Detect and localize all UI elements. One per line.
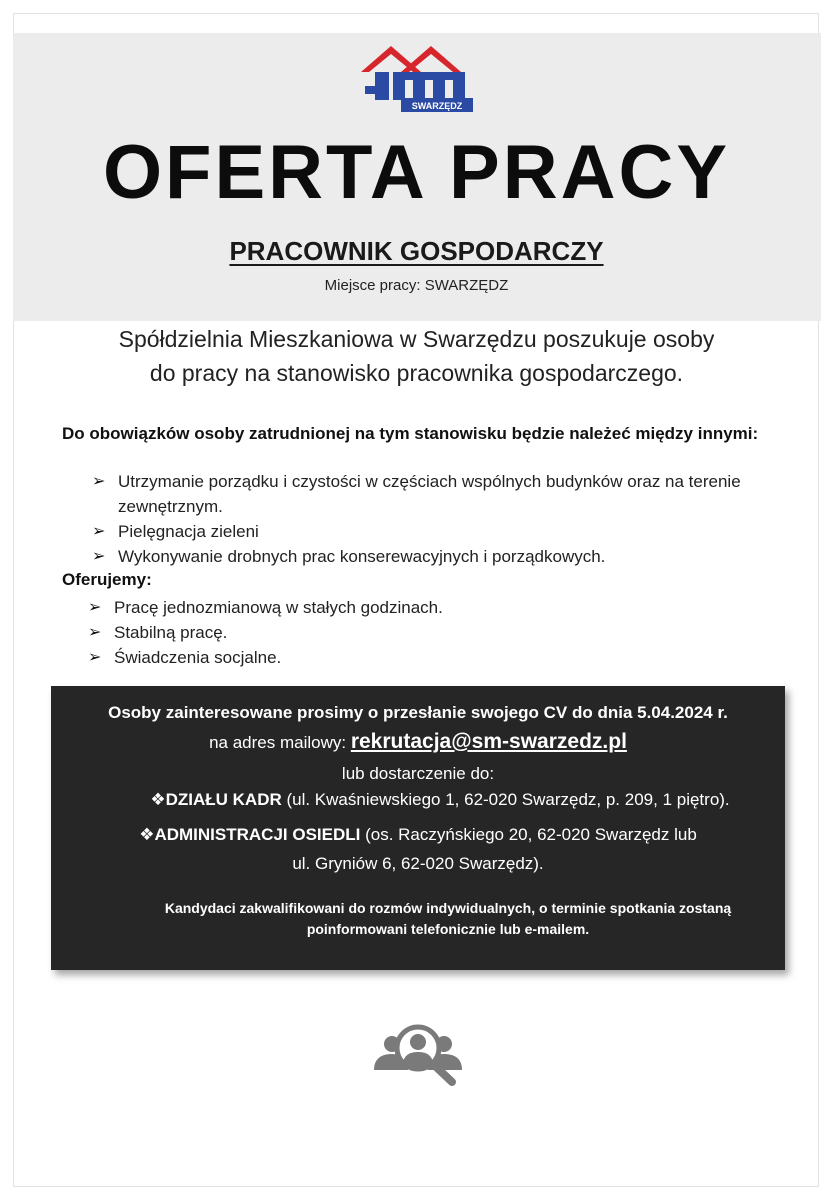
admin-label: ADMINISTRACJI OSIEDLI bbox=[154, 825, 361, 844]
intro-line-1: Spółdzielnia Mieszkaniowa w Swarzędzu poszukuje osoby bbox=[118, 326, 715, 352]
arrow-bullet-icon: ➢ bbox=[92, 548, 106, 565]
people-search-icon bbox=[372, 1020, 464, 1088]
list-item-text: Świadczenia socjalne. bbox=[114, 648, 282, 667]
email-link[interactable]: rekrutacja@sm-swarzedz.pl bbox=[350, 730, 627, 753]
list-item-text: Pracę jednozmianową w stałych godzinach. bbox=[114, 598, 443, 617]
cv-deadline: Osoby zainteresowane prosimy o przesłanie swojego CV do dnia 5.04.2024 r. bbox=[108, 703, 728, 722]
intro bbox=[0, 322, 833, 390]
arrow-bullet-icon: ➢ bbox=[88, 624, 102, 641]
estate-administration bbox=[51, 820, 785, 878]
email-line bbox=[51, 730, 785, 754]
list-item bbox=[92, 469, 752, 519]
arrow-bullet-icon: ➢ bbox=[92, 473, 106, 490]
delivery-intro: lub dostarczenie do: bbox=[341, 764, 495, 783]
logo-text: SWARZĘDZ bbox=[411, 101, 463, 111]
duties-heading: Do obowiązków osoby zatrudnionej na tym stanowisku będzie należeć między innymi: bbox=[62, 424, 759, 443]
admin-address-2: ul. Gryniów 6, 62-020 Swarzędz). bbox=[292, 854, 544, 873]
job-title-text: PRACOWNIK GOSPODARCZY bbox=[229, 236, 604, 266]
sm-swarzedz-house-logo-icon bbox=[357, 42, 477, 114]
list-item bbox=[88, 595, 748, 620]
offer-list bbox=[88, 595, 748, 670]
contact-box bbox=[51, 686, 785, 970]
admin-address-1: (os. Raczyńskiego 20, 62-020 Swarzędz lub bbox=[360, 825, 697, 844]
job-title bbox=[0, 236, 833, 267]
duties-list bbox=[92, 469, 752, 569]
list-item-text: Pielęgnacja zieleni bbox=[118, 522, 259, 541]
hr-address: (ul. Kwaśniewskiego 1, 62-020 Swarzędz, p. 209, 1 piętro). bbox=[281, 790, 730, 809]
diamond-bullet-icon: ❖ bbox=[150, 790, 166, 809]
candidates-note bbox=[51, 898, 815, 940]
intro-line-2: do pracy na stanowisko pracownika gospodarczego. bbox=[149, 360, 684, 386]
hr-label: DZIAŁU KADR bbox=[165, 790, 282, 809]
diamond-bullet-icon: ❖ bbox=[139, 825, 155, 844]
page-title: OFERTA PRACY bbox=[102, 130, 731, 215]
arrow-bullet-icon: ➢ bbox=[88, 649, 102, 666]
list-item-text: Stabilną pracę. bbox=[114, 623, 228, 642]
workplace: Miejsce pracy: SWARZĘDZ bbox=[324, 277, 509, 294]
list-item bbox=[92, 544, 752, 569]
note-line-1: Kandydaci zakwalifikowani do rozmów indywidualnych, o terminie spotkania zostaną bbox=[164, 900, 732, 916]
list-item-text: Utrzymanie porządku i czystości w częściach wspólnych budynków oraz na terenie zewnętrznym. bbox=[118, 472, 741, 516]
list-item-text: Wykonywanie drobnych prac konserewacyjnych i porządkowych. bbox=[118, 547, 606, 566]
list-item bbox=[88, 620, 748, 645]
arrow-bullet-icon: ➢ bbox=[92, 523, 106, 540]
offer-heading: Oferujemy: bbox=[62, 570, 152, 589]
list-item bbox=[88, 645, 748, 670]
note-line-2: poinformowani telefonicznie lub e-mailem. bbox=[306, 921, 590, 937]
hr-department bbox=[51, 790, 807, 810]
arrow-bullet-icon: ➢ bbox=[88, 599, 102, 616]
list-item bbox=[92, 519, 752, 544]
email-prefix: na adres mailowy: bbox=[209, 733, 351, 752]
